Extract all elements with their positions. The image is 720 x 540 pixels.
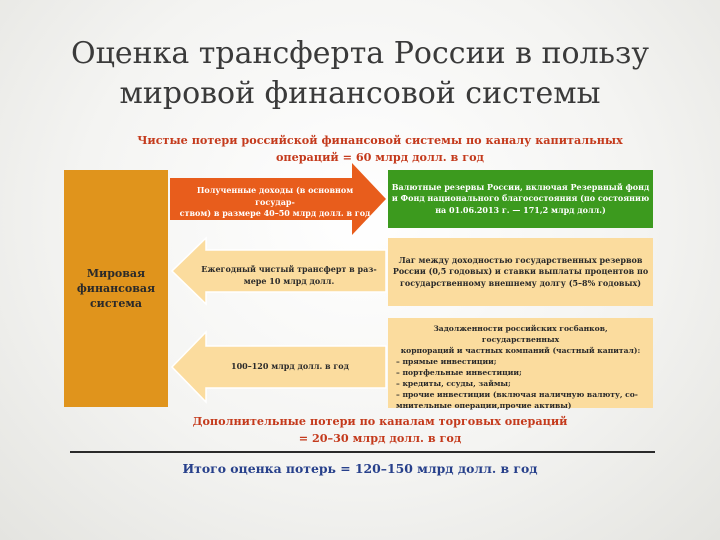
currency-reserves-box xyxy=(388,170,653,228)
capital-losses-line-1: Чистые потери российской финансовой системы по каналу капитальных xyxy=(137,133,623,147)
trade-losses-line-1: Дополнительные потери по каналам торговых операций xyxy=(192,414,568,428)
debt-item: – прямые инвестиции; xyxy=(396,357,497,366)
yield-lag-box xyxy=(388,238,653,306)
debt-item: – кредиты, ссуды, займы; xyxy=(396,379,511,388)
debt-item: – портфельные инвестиции; xyxy=(396,368,522,377)
debt-box-heading: Задолженности российских госбанков, государственных корпораций и частных компаний (частный капитал): xyxy=(400,324,641,355)
trade-losses-caption xyxy=(130,413,630,447)
debt-item: – прочие инвестиции (включая наличную валюту, со- xyxy=(396,390,638,399)
slide-title-line: Оценка трансферта России в пользу мировой финансовой системы xyxy=(70,36,649,111)
debt-item: мнительные операции,прочие активы) xyxy=(396,401,572,410)
yield-lag-text: Лаг между доходностью государственных резервов России (0,5 годовых) и ставки выплаты процентов по государственному внешнему долгу (5–8% годовых) xyxy=(392,254,649,288)
arrow-debt-label: 100–120 млрд долл. в год xyxy=(231,361,349,371)
arrow-income-label: Полученные доходы (в основном государ- ством) в размере 40–50 млрд долл. в год xyxy=(179,185,371,218)
debt-box xyxy=(388,318,653,408)
capital-losses-line-2: операций = 60 млрд долл. в год xyxy=(275,150,485,164)
arrow-transfer-label: Ежегодный чистый трансферт в раз- мере 10 млрд долл. xyxy=(201,264,377,286)
total-losses: Итого оценка потерь = 120–150 млрд долл. в год xyxy=(182,461,538,476)
trade-losses-line-2: = 20–30 млрд долл. в год xyxy=(298,431,462,445)
divider xyxy=(70,451,655,453)
world-financial-system-label: Мировая финансовая система xyxy=(76,267,156,310)
currency-reserves-text: Валютные резервы России, включая Резервный фонд и Фонд национального благосостояния (по состоянию на 01.06.2013 г. — 171,2 млрд долл.) xyxy=(391,181,650,215)
